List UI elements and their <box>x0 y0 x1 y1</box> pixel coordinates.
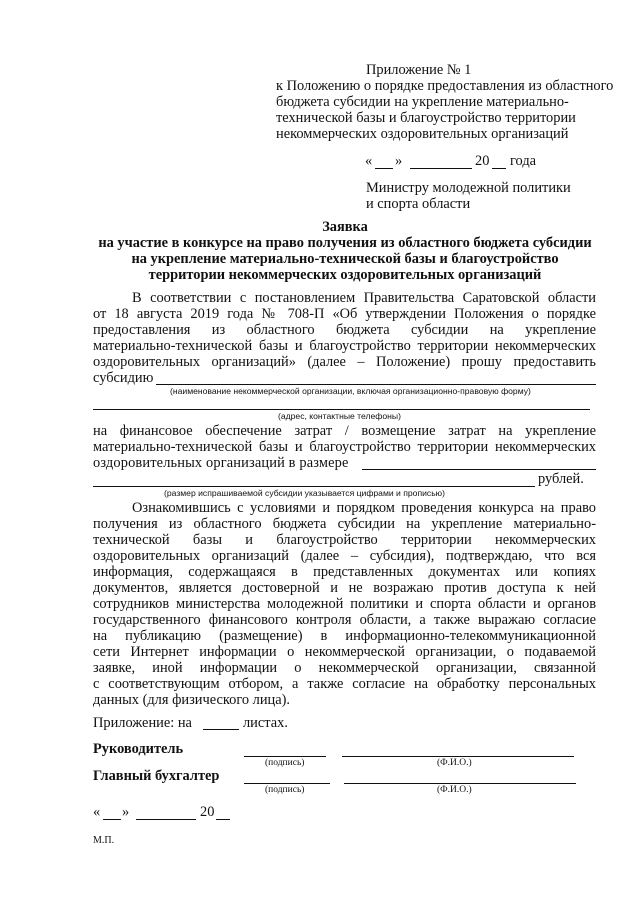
para3-line-11: заявке, иной информации о некоммерческой организации, связанной <box>93 660 596 676</box>
head-name-hint: (Ф.И.О.) <box>437 758 472 768</box>
day-blank[interactable] <box>375 168 393 169</box>
attachment-prefix: Приложение: на <box>93 715 192 731</box>
attachment-suffix: листах. <box>243 715 288 731</box>
date-bottom-close-quote: » <box>122 804 130 820</box>
amount-words-field[interactable] <box>93 486 535 487</box>
appendix-line-3: технической базы и благоустройство территории <box>276 110 576 126</box>
address-field[interactable] <box>93 409 590 410</box>
para1-line-2: от 18 августа 2019 года № 708-П «Об утверждении Положения о порядке <box>93 306 596 322</box>
org-name-hint: (наименование некоммерческой организации, включая организационно-правовую форму) <box>170 386 531 396</box>
para1-line-5: оздоровительных организаций» (далее – Положение) прошу предоставить <box>93 354 596 370</box>
title-line-2: на укрепление материально-технической базы и благоустройство <box>131 251 559 267</box>
head-name-field[interactable] <box>342 756 574 757</box>
title-line-3: территории некоммерческих оздоровительных организаций <box>148 267 542 283</box>
para3-line-13: данных (для физического лица). <box>93 692 291 708</box>
appendix-line-4: некоммерческих оздоровительных организаций <box>276 126 569 142</box>
para1-line-3: предоставления из областного бюджета субсидии на укрепление <box>93 322 596 338</box>
bottom-month-blank[interactable] <box>136 819 196 820</box>
para3-line-9: на публикацию (размещение) в информационно-телекоммуникационной <box>93 628 596 644</box>
para3-line-3: технической базы и благоустройство территории некоммерческих <box>93 532 596 548</box>
para2-line-2: материально-технической базы и благоустройство территории некоммерческих <box>93 439 596 455</box>
para3-line-6: документов, является достоверной и не возражаю против доступа к ней <box>93 580 596 596</box>
para1-line-1: В соответствии с постановлением Правительства Саратовской области <box>132 290 596 306</box>
year-blank[interactable] <box>492 168 506 169</box>
accountant-signature-field[interactable] <box>244 783 330 784</box>
application-title: Заявка <box>322 219 368 235</box>
head-signature-hint: (подпись) <box>265 758 305 768</box>
bottom-day-blank[interactable] <box>103 819 121 820</box>
date-close-quote: » <box>395 153 403 169</box>
stamp-place: М.П. <box>93 835 115 846</box>
para2-line-1: на финансовое обеспечение затрат / возмещение затрат на укрепление <box>93 423 596 439</box>
amount-hint: (размер испрашиваемой субсидии указывается цифрами и прописью) <box>164 488 445 498</box>
para3-line-2: получения из областного бюджета субсидии на укрепление материально- <box>93 516 596 532</box>
address-hint: (адрес, контактные телефоны) <box>278 411 401 421</box>
accountant-name-hint: (Ф.И.О.) <box>437 785 472 795</box>
sheets-count-field[interactable] <box>203 729 239 730</box>
addressee-line-1: Министру молодежной политики <box>366 180 571 196</box>
amount-field[interactable] <box>362 469 596 470</box>
para3-line-5: информация, содержащаяся в представленных документах или копиях <box>93 564 596 580</box>
title-line-1: на участие в конкурсе на право получения из областного бюджета субсидии <box>98 235 592 251</box>
year-century: 20 <box>475 153 490 169</box>
date-open-quote: « <box>365 153 373 169</box>
bottom-year-century: 20 <box>200 804 215 820</box>
appendix-line-2: бюджета субсидии на укрепление материально- <box>276 94 569 110</box>
date-bottom-open-quote: « <box>93 804 101 820</box>
organization-name-field[interactable] <box>156 384 596 385</box>
appendix-line-1: к Положению о порядке предоставления из областного <box>276 78 614 94</box>
para3-line-7: сотрудников министерства молодежной политики и спорта области и органов <box>93 596 596 612</box>
para3-line-8: государственного финансового контроля области, а также выражаю согласие <box>93 612 596 628</box>
rubles-word: рублей. <box>538 471 584 487</box>
appendix-title: Приложение № 1 <box>366 62 472 78</box>
para2-line-3: оздоровительных организаций в размере <box>93 455 349 471</box>
subsidy-word: субсидию <box>93 370 154 386</box>
para3-line-4: оздоровительных организаций (далее – субсидия), подтверждаю, что вся <box>93 548 596 564</box>
year-word: года <box>510 153 537 169</box>
month-blank[interactable] <box>410 168 472 169</box>
para1-line-4: материально-технической базы и благоустройство территории некоммерческих <box>93 338 596 354</box>
bottom-year-blank[interactable] <box>216 819 230 820</box>
accountant-name-field[interactable] <box>344 783 576 784</box>
head-signature-field[interactable] <box>244 756 326 757</box>
para3-line-10: сети Интернет информации о некоммерческой организации, о подаваемой <box>93 644 596 660</box>
para3-line-12: с соответствующим отбором, а также согласие на обработку персональных <box>93 676 596 692</box>
addressee-line-2: и спорта области <box>366 196 471 212</box>
para3-line-1: Ознакомившись с условиями и порядком проведения конкурса на право <box>132 500 596 516</box>
head-label: Руководитель <box>93 741 184 757</box>
accountant-signature-hint: (подпись) <box>265 785 305 795</box>
accountant-label: Главный бухгалтер <box>93 768 220 784</box>
